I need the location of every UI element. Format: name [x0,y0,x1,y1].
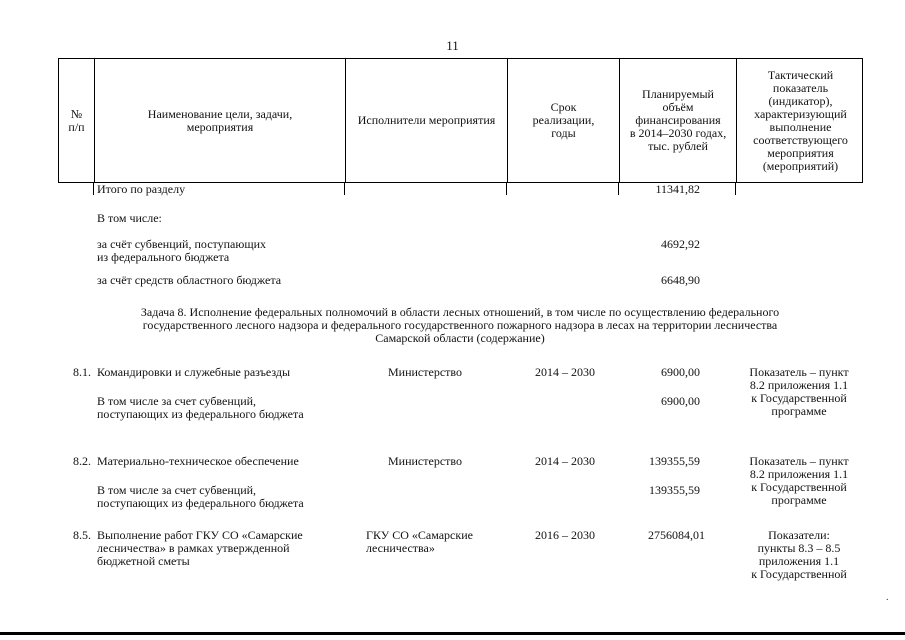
row-amount: 2756084,01 [648,528,705,542]
row-term: 2016 – 2030 [535,528,595,542]
row-sub-label: В том числе за счет субвенций, поступающих из федерального бюджета [97,483,304,510]
row-number: 8.1. [73,365,91,379]
summary-federal-label: за счёт субвенций, поступающих из федерального бюджета [97,237,266,264]
column-divider [93,183,94,195]
header-term-label: Срок реализации, годы [532,100,595,140]
column-divider [344,183,345,195]
row-sub-amount: 6900,00 [661,394,700,408]
row-indicator: Показатель – пункт 8.2 приложения 1.1 к Государственной программе [749,365,849,418]
header-indicator-label: Тактический показатель (индикатор), характеризующий выполнение соответствующего мероприятия (мероприятий) [753,67,848,173]
header-col-indicator [736,59,864,182]
summary-federal-value: 4692,92 [661,237,700,251]
row-number: 8.2. [73,454,91,468]
page-number: 11 [446,38,459,53]
row-amount: 6900,00 [661,365,700,379]
header-col-name [94,59,345,182]
row-sub-amount: 139355,59 [649,483,700,497]
row-number: 8.5. [73,528,91,542]
bottom-rule [0,632,905,635]
header-col-executors [345,59,507,182]
row-amount: 139355,59 [649,454,700,468]
table-header [58,58,863,183]
row-sub-label: В том числе за счет субвенций, поступающих из федерального бюджета [97,394,304,421]
header-executors-label: Исполнители мероприятия [357,113,496,127]
column-divider [735,183,736,195]
row-executor: ГКУ СО «Самарские лесничества» [366,528,473,555]
header-col-number [59,59,94,182]
header-number-label: № п/п [68,106,85,134]
row-executor: Министерство [388,365,462,379]
summary-total-label: Итого по разделу [97,182,186,196]
column-divider [506,183,507,195]
row-indicator: Показатель – пункт 8.2 приложения 1.1 к Государственной программе [749,454,849,507]
summary-total-value: 11341,82 [655,182,700,196]
row-term: 2014 – 2030 [535,365,595,379]
row-executor: Министерство [388,454,462,468]
row-term: 2014 – 2030 [535,454,595,468]
header-financing-label: Планируемый объём финансирования в 2014–2030 годах, тыс. рублей [629,87,727,153]
row-name: Командировки и служебные разъезды [97,365,291,379]
header-col-term [507,59,619,182]
header-col-financing [619,59,736,182]
stray-mark: . [886,592,889,603]
row-name: Выполнение работ ГКУ СО «Самарские лесничества» в рамках утвержденной бюджетной сметы [97,528,303,568]
row-name: Материально-техническое обеспечение [97,454,299,468]
row-indicator: Показатели: пункты 8.3 – 8.5 приложения 1.1 к Государственной [751,528,847,581]
task-title: Задача 8. Исполнение федеральных полномочий в области лесных отношений, в том числе по осуществлению федерального государственного лесного надзора и федерального государственного пожарного надзора в лесах на территории лесничества Самарской области (содержание) [140,305,780,345]
summary-including-label: В том числе: [97,211,162,225]
header-name-label: Наименование цели, задачи, мероприятия [147,106,293,134]
summary-regional-value: 6648,90 [661,273,700,287]
summary-regional-label: за счёт средств областного бюджета [97,273,282,287]
